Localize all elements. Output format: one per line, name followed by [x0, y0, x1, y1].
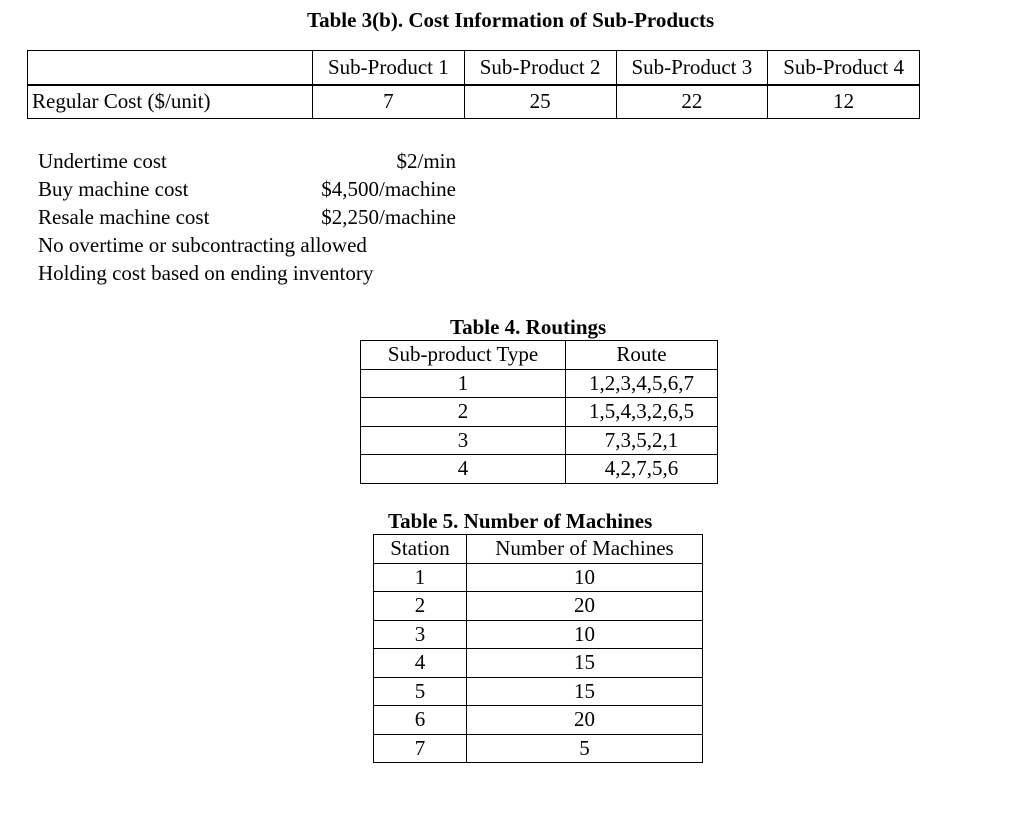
table5-title: Table 5. Number of Machines [388, 509, 653, 533]
cost-table-value-sp2: 25 [464, 85, 616, 119]
station-id: 7 [374, 734, 467, 763]
routings-table [360, 340, 718, 484]
table-row [374, 734, 703, 763]
table-row [374, 649, 703, 678]
station-id: 5 [374, 677, 467, 706]
table-row [361, 426, 718, 455]
routing-type: 1 [361, 369, 566, 398]
station-id: 4 [374, 649, 467, 678]
cost-table-value-sp3: 22 [616, 85, 768, 119]
cost-table-value-sp4: 12 [768, 85, 920, 119]
table-row [361, 398, 718, 427]
machine-count: 15 [467, 649, 703, 678]
cost-table-row-label: Regular Cost ($/unit) [28, 85, 313, 119]
table-row [374, 620, 703, 649]
cost-table-value-sp1: 7 [313, 85, 465, 119]
cost-table-header-sp1: Sub-Product 1 [313, 51, 465, 85]
machine-count: 15 [467, 677, 703, 706]
cost-table-header-sp4: Sub-Product 4 [768, 51, 920, 85]
station-id: 3 [374, 620, 467, 649]
routings-header-row [361, 341, 718, 370]
resale-machine-value: $2,250/machine [321, 205, 456, 229]
routing-route: 7,3,5,2,1 [566, 426, 718, 455]
table-row [374, 592, 703, 621]
cost-table-header-sp2: Sub-Product 2 [464, 51, 616, 85]
cost-table-header-sp3: Sub-Product 3 [616, 51, 768, 85]
table-row [374, 706, 703, 735]
station-id: 6 [374, 706, 467, 735]
machine-count: 10 [467, 620, 703, 649]
cost-table-header-empty [28, 51, 313, 85]
machines-header-station: Station [374, 535, 467, 564]
cost-table-header-row [28, 51, 920, 85]
resale-machine-label: Resale machine cost [38, 205, 210, 229]
table3-title: Table 3(b). Cost Information of Sub-Products [307, 8, 715, 32]
routing-route: 4,2,7,5,6 [566, 455, 718, 484]
routing-type: 3 [361, 426, 566, 455]
table-row [374, 563, 703, 592]
buy-machine-value: $4,500/machine [321, 177, 456, 201]
note-no-overtime: No overtime or subcontracting allowed [38, 233, 367, 257]
machines-table [373, 534, 703, 763]
machines-header-row [374, 535, 703, 564]
machine-count: 20 [467, 706, 703, 735]
table4-title: Table 4. Routings [450, 315, 607, 339]
machines-header-count: Number of Machines [467, 535, 703, 564]
table-row [361, 369, 718, 398]
machine-count: 5 [467, 734, 703, 763]
routings-header-route: Route [566, 341, 718, 370]
routing-type: 2 [361, 398, 566, 427]
table-row [361, 455, 718, 484]
routing-type: 4 [361, 455, 566, 484]
table-row [374, 677, 703, 706]
routing-route: 1,5,4,3,2,6,5 [566, 398, 718, 427]
undertime-value: $2/min [396, 149, 456, 173]
routings-header-type: Sub-product Type [361, 341, 566, 370]
machine-count: 10 [467, 563, 703, 592]
buy-machine-label: Buy machine cost [38, 177, 189, 201]
station-id: 2 [374, 592, 467, 621]
note-holding-cost: Holding cost based on ending inventory [38, 261, 374, 285]
cost-table [27, 50, 920, 119]
cost-table-row-regular [28, 85, 920, 119]
routing-route: 1,2,3,4,5,6,7 [566, 369, 718, 398]
station-id: 1 [374, 563, 467, 592]
undertime-label: Undertime cost [38, 149, 167, 173]
machine-count: 20 [467, 592, 703, 621]
